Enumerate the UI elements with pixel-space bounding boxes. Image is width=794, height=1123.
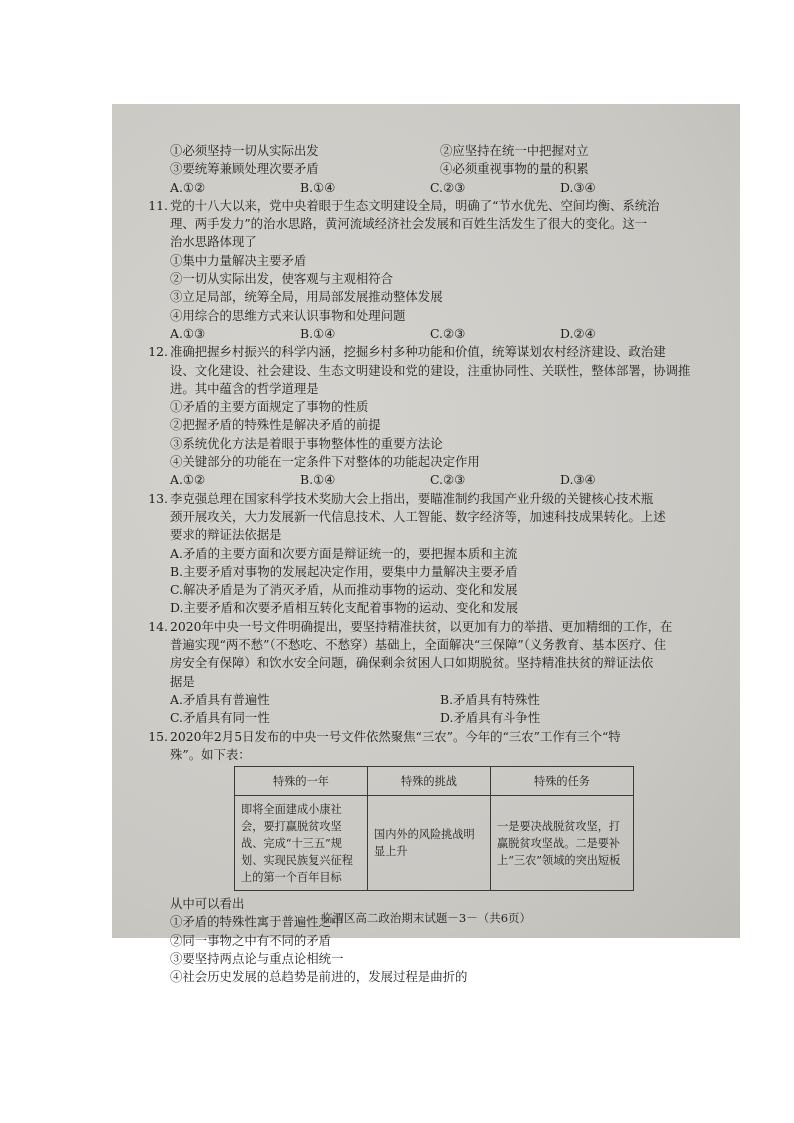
- q10-choice-a: A.①②: [170, 179, 206, 195]
- choice-option: C.解决矛盾是为了消灭矛盾，从而推动事物的运动、变化和发展: [170, 582, 518, 598]
- choice-d: D.②④: [560, 325, 596, 341]
- page-footer: 临渭区高二政治期末试题－3－（共6页）: [320, 911, 532, 925]
- statement-option: ①矛盾的主要方面规定了事物的性质: [170, 399, 369, 415]
- q10-choice-d: D.③④: [560, 179, 596, 195]
- statement-option: ③立足局部，统筹全局，用局部发展推动整体发展: [170, 289, 443, 305]
- table-cell: 国内外的风险挑战明显上升: [368, 796, 491, 891]
- q10-choices: [170, 179, 710, 197]
- question-number: 11.: [148, 197, 168, 213]
- question-stem-line: 理、两手发力”的治水思路，黄河流域经济社会发展和百姓生活发生了很大的变化。这一: [170, 216, 648, 232]
- choice-c: C.矛盾具有同一性: [170, 710, 270, 726]
- exam-content: [148, 142, 710, 987]
- choice-d: D.③④: [560, 472, 596, 488]
- table-header-cell: 特殊的挑战: [368, 767, 491, 796]
- question-12: [148, 343, 710, 489]
- choices-row: [170, 325, 710, 343]
- table-header-cell: 特殊的任务: [491, 767, 634, 796]
- choice-d: D.矛盾具有斗争性: [440, 710, 541, 726]
- choice-a: A.①②: [170, 472, 206, 488]
- choice-a: A.①③: [170, 325, 206, 341]
- choice-b: B.①④: [300, 325, 336, 341]
- question-lead: 从中可以看出: [170, 896, 245, 912]
- table-cell: 一是要决战脱贫攻坚，打赢脱贫攻坚战。二是要补上“三农”领域的突出短板: [491, 796, 634, 891]
- question-number: 14.: [148, 618, 168, 634]
- table-row: [235, 796, 634, 891]
- question-stem-line: 颈开展攻关，大力发展新一代信息技术、人工智能、数字经济等，加速科技成果转化。上述: [170, 508, 666, 524]
- question-stem-line: 治水思路体现了: [170, 234, 257, 250]
- choices-row: [170, 471, 710, 489]
- statement-option: ③系统优化方法是着眼于事物整体性的重要方法论: [170, 435, 443, 451]
- statement-option: ④社会历史发展的总趋势是前进的，发展过程是曲折的: [170, 969, 468, 985]
- statement-option: ①矛盾的特殊性寓于普遍性之中: [170, 914, 344, 930]
- choice-option: A.矛盾的主要方面和次要方面是辩证统一的，要把握本质和主流: [170, 545, 518, 561]
- q10-option-2: ②应坚持在统一中把握对立: [440, 143, 589, 158]
- q10-options-row2: [170, 160, 710, 178]
- question-stem-line: 普遍实现“两不愁”（不愁吃、不愁穿）基础上，全面解决“三保障”（义务教育、基本医疗、住: [170, 637, 667, 653]
- choice-b: B.矛盾具有特殊性: [440, 691, 540, 707]
- statement-option: ④用综合的思维方式来认识事物和处理问题: [170, 307, 406, 323]
- table-header-row: [235, 767, 634, 796]
- choices-row: [170, 691, 710, 709]
- question-stem-line: 2020年中央一号文件明确提出，要坚持精准扶贫，以更加有力的举措、更加精细的工作，在: [170, 618, 673, 634]
- question-15: [148, 728, 710, 765]
- choice-option: B.主要矛盾对事物的发展起决定作用，要集中力量解决主要矛盾: [170, 563, 518, 579]
- exam-page-photo: [112, 104, 740, 985]
- question-11: [148, 197, 710, 343]
- question-14: [148, 618, 710, 728]
- statement-option: ①集中力量解决主要矛盾: [170, 252, 307, 268]
- q10-option-4: ④必须重视事物的量的积累: [440, 161, 589, 177]
- question-number: 15.: [148, 728, 168, 744]
- question-stem-line: 党的十八大以来，党中央着眼于生态文明建设全局，明确了“节水优先、空间均衡、系统治: [170, 197, 660, 213]
- q10-option-3: ③要统筹兼顾处理次要矛盾: [170, 161, 319, 177]
- question-number: 13.: [148, 490, 168, 506]
- q10-choice-c: C.②③: [430, 179, 466, 195]
- statement-option: ③要坚持两点论与重点论相统一: [170, 950, 344, 966]
- statement-option: ②同一事物之中有不同的矛盾: [170, 932, 332, 948]
- question-stem-line: 据是: [170, 673, 195, 689]
- question-stem-line: 设、文化建设、社会建设、生态文明建设和党的建设，注重协同性、关联性，整体部署，协调推: [170, 362, 691, 378]
- statement-option: ④关键部分的功能在一定条件下对整体的功能起决定作用: [170, 454, 480, 470]
- question-stem-line: 李克强总理在国家科学技术奖励大会上指出，要瞄准制约我国产业升级的关键核心技术瓶: [170, 490, 654, 506]
- q10-choice-b: B.①④: [300, 179, 336, 195]
- table-header-cell: 特殊的一年: [235, 767, 368, 796]
- question-stem-line: 殊”。如下表：: [170, 746, 251, 762]
- q10-options: [170, 142, 710, 160]
- question-stem-line: 房安全有保障）和饮水安全问题，确保剩余贫困人口如期脱贫。坚持精准扶贫的辩证法依: [170, 655, 654, 671]
- choice-option: D.主要矛盾和次要矛盾相互转化支配着事物的运动、变化和发展: [170, 600, 518, 616]
- question-stem-line: 2020年2月5日发布的中央一号文件依然聚焦“三农”。今年的“三农”工作有三个“特: [170, 728, 621, 744]
- special-table: [234, 766, 634, 891]
- choice-c: C.②③: [430, 325, 466, 341]
- choices-row: [170, 709, 710, 727]
- question-stem-line: 要求的辩证法依据是: [170, 527, 282, 543]
- question-13: [148, 490, 710, 618]
- question-stem-line: 进。其中蕴含的哲学道理是: [170, 380, 319, 396]
- statement-option: ②一切从实际出发，使客观与主观相符合: [170, 271, 394, 287]
- choice-b: B.①④: [300, 472, 336, 488]
- statement-option: ②把握矛盾的特殊性是解决矛盾的前提: [170, 417, 381, 433]
- q10-option-1: ①必须坚持一切从实际出发: [170, 143, 319, 158]
- choice-a: A.矛盾具有普遍性: [170, 691, 270, 707]
- question-number: 12.: [148, 344, 168, 360]
- choice-c: C.②③: [430, 472, 466, 488]
- table-cell: 即将全面建成小康社会，要打赢脱贫攻坚战、完成“十三五”规划、实现民族复兴征程上的第一个百年目标: [235, 796, 368, 891]
- question-stem-line: 准确把握乡村振兴的科学内涵，挖掘乡村多种功能和价值，统筹谋划农村经济建设、政治建: [170, 344, 666, 360]
